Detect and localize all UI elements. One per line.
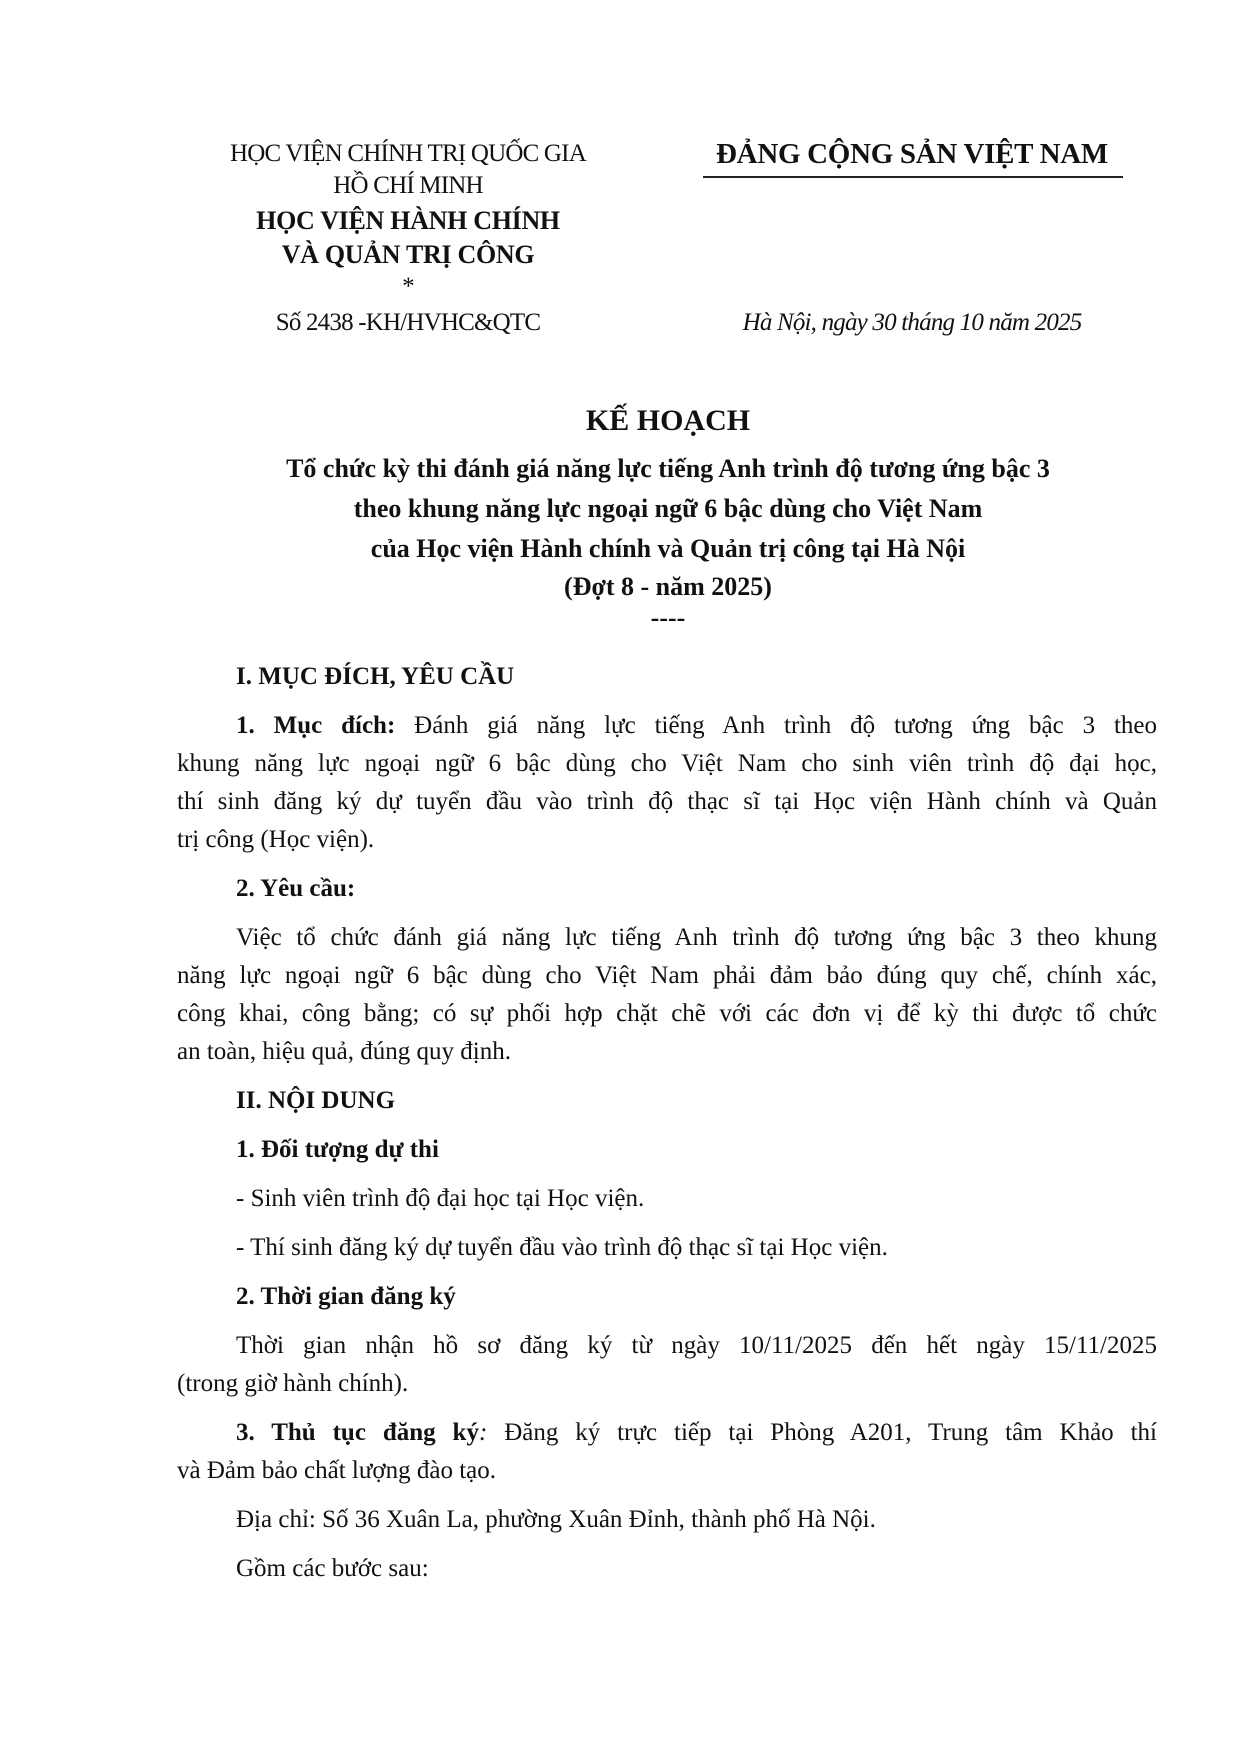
steps-intro: Gồm các bước sau: [236,1555,429,1582]
address-line: Địa chỉ: Số 36 Xuân La, phường Xuân Đỉnh, thành phố Hà Nội. [236,1506,876,1533]
document-date: Hà Nội, ngày 30 tháng 10 năm 2025 [742,309,1082,336]
paragraph-line [177,707,1157,745]
institution-name-cont: VÀ QUẢN TRỊ CÔNG [281,240,535,269]
procedure-label: 3. Thủ tục đăng ký [236,1419,479,1446]
parent-institution-name-cont: HỒ CHÍ MINH [333,172,483,199]
document-number: Số 2438 -KH/HVHC&QTC [275,309,541,336]
section-heading [177,1082,1157,1120]
purpose-paragraph [177,707,1157,859]
purpose-label: 1. Mục đích: [236,712,396,739]
paragraph-line: công khai, công bằng; có sự phối hợp chặt chẽ với các đơn vị để kỳ thi được tổ chức [177,1000,1157,1027]
requirement-label: 2. Yêu cầu: [236,875,356,902]
paragraph-line: an toàn, hiệu quả, đúng quy định. [177,1038,511,1065]
paragraph-line: năng lực ngoại ngữ 6 bậc dùng cho Việt Nam phải đảm bảo đúng quy chế, chính xác, [177,962,1157,989]
registration-time-paragraph [177,1327,1157,1403]
list-item: - Sinh viên trình độ đại học tại Học viện. [236,1185,645,1212]
paragraph-line: trị công (Học viện). [177,826,375,853]
registration-procedure-paragraph [177,1414,1157,1490]
document-body [177,658,1157,1599]
party-underline [703,176,1123,178]
paragraph-line: thí sinh đăng ký dự tuyển đầu vào trình độ thạc sĩ tại Học viện Hành chính và Quản [177,788,1157,815]
list-item: - Thí sinh đăng ký dự tuyển đầu vào trình độ thạc sĩ tại Học viện. [236,1234,888,1261]
institution-name: HỌC VIỆN HÀNH CHÍNH [256,206,560,235]
candidates-label: 1. Đối tượng dự thi [236,1136,439,1163]
registration-time-label: 2. Thời gian đăng ký [236,1283,456,1310]
star-separator: * [402,273,414,300]
party-name: ĐẢNG CỘNG SẢN VIỆT NAM [716,138,1108,170]
document-title: KẾ HOẠCH [585,404,751,437]
line-text: Đăng ký trực tiếp tại Phòng A201, Trung tâm Khảo thí [487,1419,1157,1446]
paragraph-line: Thời gian nhận hồ sơ đăng ký từ ngày 10/11/2025 đến hết ngày 15/11/2025 [236,1332,1157,1359]
paragraph-line: và Đảm bảo chất lượng đào tạo. [177,1457,497,1484]
paragraph-line: (trong giờ hành chính). [177,1370,409,1397]
subsection-heading [177,1131,1157,1169]
paragraph-line: khung năng lực ngoại ngữ 6 bậc dùng cho Việt Nam cho sinh viên trình độ đại học, [177,750,1157,777]
requirement-paragraph [177,919,1157,1071]
paragraph-line: Việc tổ chức đánh giá năng lực tiếng Anh trình độ tương ứng bậc 3 theo khung [236,924,1157,951]
requirement-heading [177,870,1157,908]
document-subtitle-line: Tổ chức kỳ thi đánh giá năng lực tiếng Anh trình độ tương ứng bậc 3 [286,454,1050,483]
paragraph-line [177,1414,1157,1452]
document-subtitle-line: của Học viện Hành chính và Quản trị công tại Hà Nội [370,534,966,563]
parent-institution-name: HỌC VIỆN CHÍNH TRỊ QUỐC GIA [230,140,586,167]
line-text: Đánh giá năng lực tiếng Anh trình độ tương ứng bậc 3 theo [395,712,1157,739]
subsection-heading [177,1278,1157,1316]
procedure-colon: : [478,1419,488,1446]
section-1-heading: I. MỤC ĐÍCH, YÊU CẦU [236,663,515,690]
document-subtitle-round: (Đợt 8 - năm 2025) [564,572,772,601]
section-2-heading: II. NỘI DUNG [236,1087,396,1114]
section-heading [177,658,1157,696]
document-subtitle-line: theo khung năng lực ngoại ngữ 6 bậc dùng cho Việt Nam [353,494,983,523]
title-divider: ---- [650,603,686,632]
